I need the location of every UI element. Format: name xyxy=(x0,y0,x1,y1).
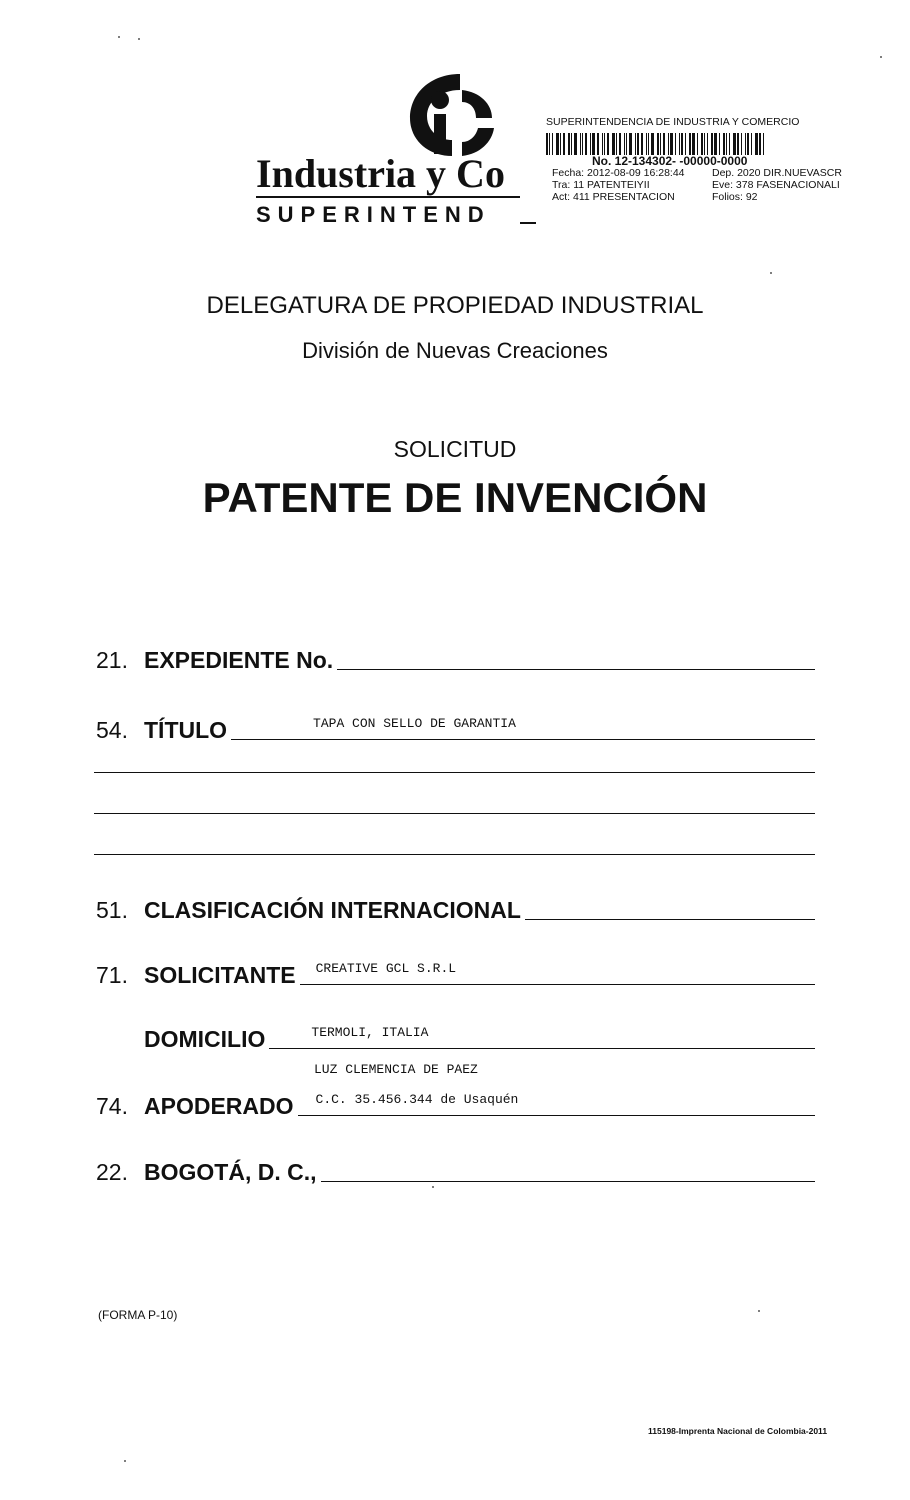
stamp-row-left: Act: 411 PRESENTACION xyxy=(552,191,675,203)
titulo-field xyxy=(96,710,815,744)
barcode-bar xyxy=(619,133,621,155)
barcode-bar xyxy=(751,133,752,155)
apoderado-input-line[interactable] xyxy=(298,1093,815,1116)
logo-divider xyxy=(256,196,520,198)
barcode-bar xyxy=(556,133,559,155)
stamp-row-right: Dep. 2020 DIR.NUEVASCR xyxy=(712,167,842,179)
logo-subtitle-tail xyxy=(520,222,536,224)
barcode-bar xyxy=(670,133,673,155)
barcode-bar xyxy=(657,133,659,155)
stamp-row-right: Folios: 92 xyxy=(712,191,758,203)
barcode-bar xyxy=(697,133,698,155)
barcode-bar xyxy=(592,133,595,155)
barcode-bar xyxy=(626,133,627,155)
barcode-bar xyxy=(747,133,749,155)
barcode-bar xyxy=(651,133,654,155)
scan-speck xyxy=(432,1186,434,1188)
field-number: 22. xyxy=(96,1159,128,1185)
stamp-row-right: Eve: 378 FASENACIONALI xyxy=(712,179,840,191)
logo-name: Industria y Co xyxy=(256,151,505,196)
stamp-header: SUPERINTENDENCIA DE INDUSTRIA Y COMERCIO xyxy=(546,116,800,128)
stamp-row-left: Fecha: 2012-08-09 16:28:44 xyxy=(552,167,685,179)
barcode-bar xyxy=(733,133,736,155)
scan-speck xyxy=(124,1460,126,1462)
field-label: EXPEDIENTE No. xyxy=(144,647,334,673)
stamp-row-left: Tra: 11 PATENTEIYII xyxy=(552,179,650,191)
titulo-extra-line[interactable] xyxy=(94,854,815,855)
scan-speck xyxy=(138,38,140,40)
barcode-bar xyxy=(580,133,581,155)
document-title: PATENTE DE INVENCIÓN xyxy=(202,474,708,521)
barcode-bar xyxy=(685,133,686,155)
field-label: CLASIFICACIÓN INTERNACIONAL xyxy=(144,897,521,923)
barcode-bar xyxy=(668,133,669,155)
domicilio-value: TERMOLI, ITALIA xyxy=(311,1025,429,1040)
filing-stamp xyxy=(546,116,866,203)
barcode-bar xyxy=(737,133,739,155)
barcode-bar xyxy=(635,133,636,155)
apoderado-value: C.C. 35.456.344 de Usaquén xyxy=(315,1092,519,1107)
stamp-row xyxy=(546,167,866,179)
solicitud-heading: SOLICITUD xyxy=(393,436,517,462)
stamp-number: No. 12-134302- -00000-0000 xyxy=(592,154,748,168)
expediente-field xyxy=(96,640,815,674)
barcode-bar xyxy=(726,133,727,155)
barcode-bar xyxy=(552,133,553,155)
form-code: (FORMA P-10) xyxy=(98,1308,178,1322)
barcode xyxy=(546,133,788,155)
barcode-bar xyxy=(723,133,725,155)
field-label: TÍTULO xyxy=(144,717,228,743)
apoderado-name: LUZ CLEMENCIA DE PAEZ xyxy=(314,1062,478,1077)
ciudad-input-line[interactable] xyxy=(321,1159,816,1182)
titulo-input-line[interactable] xyxy=(231,717,815,740)
barcode-bar xyxy=(648,133,649,155)
barcode-bar xyxy=(582,133,583,155)
field-number: 21. xyxy=(96,647,128,673)
barcode-bar xyxy=(585,133,587,155)
barcode-bar xyxy=(624,133,625,155)
printer-credit: 115198-Imprenta Nacional de Colombia-2011 xyxy=(648,1426,828,1436)
barcode-bar xyxy=(759,133,761,155)
barcode-bar xyxy=(571,133,572,155)
barcode-bar xyxy=(663,133,665,155)
expediente-input-line[interactable] xyxy=(337,647,815,670)
barcode-bar xyxy=(607,133,609,155)
clasificacion-input-line[interactable] xyxy=(525,897,815,920)
barcode-bar xyxy=(574,133,577,155)
delegatura-heading: DELEGATURA DE PROPIEDAD INDUSTRIAL xyxy=(206,292,704,319)
scan-speck xyxy=(880,56,882,58)
field-number: 71. xyxy=(96,962,128,988)
barcode-bar xyxy=(546,133,548,155)
barcode-bar xyxy=(597,133,599,155)
solicitante-value: CREATIVE GCL S.R.L xyxy=(315,961,457,976)
logo-subtitle: SUPERINTEND xyxy=(256,202,491,227)
titulo-extra-line[interactable] xyxy=(94,772,815,773)
clasificacion-field xyxy=(96,890,815,924)
ciudad-field xyxy=(96,1152,815,1186)
sic-logo-icon xyxy=(400,70,500,160)
barcode-bar xyxy=(745,133,746,155)
barcode-bar xyxy=(689,133,691,155)
barcode-bar xyxy=(563,133,565,155)
barcode-bar xyxy=(646,133,647,155)
titulo-extra-line[interactable] xyxy=(94,813,815,814)
barcode-bar xyxy=(755,133,758,155)
barcode-bar xyxy=(637,133,639,155)
barcode-bar xyxy=(560,133,561,155)
barcode-bar xyxy=(719,133,720,155)
barcode-bar xyxy=(707,133,708,155)
field-number: 51. xyxy=(96,897,128,923)
scan-speck xyxy=(770,272,772,274)
scan-speck xyxy=(758,1310,760,1312)
barcode-bar xyxy=(675,133,676,155)
solicitante-field xyxy=(96,955,815,989)
barcode-bar xyxy=(701,133,703,155)
barcode-bar xyxy=(641,133,643,155)
titulo-value: TAPA CON SELLO DE GARANTIA xyxy=(313,716,516,731)
barcode-bar xyxy=(660,133,661,155)
barcode-bar xyxy=(763,133,764,155)
division-heading: División de Nuevas Creaciones xyxy=(302,338,608,363)
field-number: 74. xyxy=(96,1093,128,1119)
domicilio-input-line[interactable] xyxy=(269,1026,815,1049)
field-label: APODERADO xyxy=(144,1093,294,1119)
barcode-bar xyxy=(629,133,632,155)
barcode-bar xyxy=(711,133,713,155)
barcode-bar xyxy=(681,133,683,155)
barcode-bar xyxy=(568,133,570,155)
barcode-bar xyxy=(602,133,603,155)
barcode-bar xyxy=(679,133,680,155)
stamp-row xyxy=(546,179,866,191)
barcode-bar xyxy=(604,133,605,155)
barcode-bar xyxy=(590,133,591,155)
barcode-bar xyxy=(714,133,717,155)
field-label: SOLICITANTE xyxy=(144,962,296,988)
scan-speck xyxy=(118,36,120,38)
domicilio-field xyxy=(96,1019,815,1053)
stamp-row xyxy=(546,191,866,203)
barcode-bar xyxy=(741,133,742,155)
barcode-bar xyxy=(612,133,615,155)
barcode-bar xyxy=(729,133,730,155)
field-label: BOGOTÁ, D. C., xyxy=(144,1159,317,1185)
apoderado-field xyxy=(96,1086,815,1120)
barcode-bar xyxy=(692,133,695,155)
field-label: DOMICILIO xyxy=(144,1026,266,1052)
field-number: 54. xyxy=(96,717,128,743)
barcode-bar xyxy=(704,133,705,155)
solicitante-input-line[interactable] xyxy=(300,962,815,985)
barcode-bar xyxy=(616,133,617,155)
barcode-bar xyxy=(549,133,550,155)
